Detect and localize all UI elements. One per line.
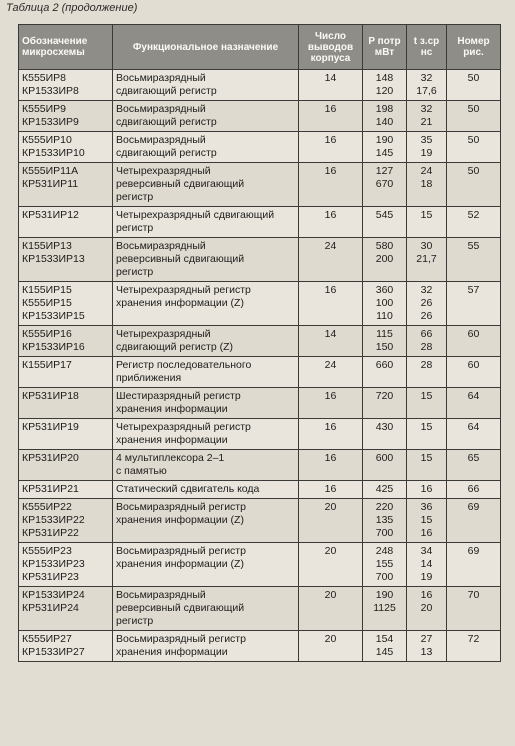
figure-number: 64 xyxy=(447,419,501,450)
chip-designation xyxy=(19,587,113,631)
chip-designation-line: КР1533ИР27 xyxy=(22,646,85,658)
delay-value xyxy=(407,419,447,450)
delay-value-line: 32 xyxy=(420,284,433,296)
table-row xyxy=(19,282,501,326)
power-value-line: 120 xyxy=(375,85,394,97)
power-value-line: 430 xyxy=(375,421,394,433)
figure-number: 60 xyxy=(447,326,501,357)
pin-count: 20 xyxy=(299,499,363,543)
chip-function-line: Восьмиразрядный xyxy=(116,589,206,601)
delay-value-line: 27 xyxy=(420,633,433,645)
delay-value-line: 16 xyxy=(420,527,433,539)
chip-designation xyxy=(19,419,113,450)
chip-function-line: реверсивный сдвигающий xyxy=(116,253,245,265)
chip-designation-line: КР531ИР24 xyxy=(22,602,79,614)
delay-value-line: 19 xyxy=(420,571,433,583)
pin-count: 16 xyxy=(299,101,363,132)
power-value xyxy=(363,101,407,132)
chip-function-line: хранения информации (Z) xyxy=(116,297,244,309)
delay-value xyxy=(407,481,447,499)
chip-function-line: хранения информации xyxy=(116,434,228,446)
chip-function-line: Статический сдвигатель кода xyxy=(116,483,260,495)
chip-designation xyxy=(19,326,113,357)
power-value xyxy=(363,132,407,163)
chip-function-line: Восьмиразрядный xyxy=(116,72,206,84)
power-value-line: 100 xyxy=(375,297,394,309)
figure-number: 64 xyxy=(447,388,501,419)
header-designation: Обозначение микросхемы xyxy=(19,25,113,70)
chip-function-line: хранения информации xyxy=(116,646,228,658)
chip-designation xyxy=(19,132,113,163)
power-value-line: 700 xyxy=(375,527,394,539)
chip-function xyxy=(113,357,299,388)
chip-designation-line: К155ИР13 xyxy=(22,240,72,252)
figure-number: 70 xyxy=(447,587,501,631)
chip-function-line: Восьмиразрядный регистр xyxy=(116,633,246,645)
header-delay: t з.ср нс xyxy=(407,25,447,70)
power-value-line: 154 xyxy=(375,633,394,645)
chip-designation-line: КР531ИР18 xyxy=(22,390,79,402)
chip-designation-line: КР1533ИР13 xyxy=(22,253,85,265)
chip-function-line: Четырехразрядный регистр xyxy=(116,284,251,296)
delay-value-line: 34 xyxy=(420,545,433,557)
table-row xyxy=(19,101,501,132)
power-value-line: 135 xyxy=(375,514,394,526)
delay-value-line: 15 xyxy=(420,452,433,464)
chip-function xyxy=(113,388,299,419)
chip-designation xyxy=(19,163,113,207)
delay-value xyxy=(407,357,447,388)
power-value xyxy=(363,388,407,419)
delay-value-line: 14 xyxy=(420,558,433,570)
power-value-line: 145 xyxy=(375,646,394,658)
chip-function-line: Восьмиразрядный xyxy=(116,240,206,252)
figure-number: 66 xyxy=(447,481,501,499)
power-value-line: 198 xyxy=(375,103,394,115)
delay-value-line: 13 xyxy=(420,646,433,658)
microchip-table xyxy=(18,24,501,662)
chip-designation-line: КР1533ИР8 xyxy=(22,85,79,97)
table-header-row xyxy=(19,25,501,70)
power-value-line: 580 xyxy=(375,240,394,252)
delay-value xyxy=(407,450,447,481)
figure-number: 69 xyxy=(447,499,501,543)
figure-number: 72 xyxy=(447,631,501,662)
delay-value xyxy=(407,499,447,543)
chip-designation-line: К555ИР23 xyxy=(22,545,72,557)
delay-value-line: 28 xyxy=(420,359,433,371)
table-row xyxy=(19,499,501,543)
chip-designation-line: КР531ИР20 xyxy=(22,452,79,464)
chip-function xyxy=(113,101,299,132)
figure-number: 60 xyxy=(447,357,501,388)
delay-value-line: 15 xyxy=(420,514,433,526)
delay-value-line: 30 xyxy=(420,240,433,252)
chip-designation-line: К155ИР15 xyxy=(22,284,72,296)
power-value-line: 148 xyxy=(375,72,394,84)
power-value-line: 670 xyxy=(375,178,394,190)
chip-function xyxy=(113,132,299,163)
chip-designation-line: КР1533ИР10 xyxy=(22,147,85,159)
pin-count: 16 xyxy=(299,282,363,326)
delay-value-line: 15 xyxy=(420,421,433,433)
power-value xyxy=(363,238,407,282)
chip-function-line: сдвигающий регистр xyxy=(116,116,217,128)
chip-function-line: Восьмиразрядный регистр xyxy=(116,545,246,557)
figure-number: 50 xyxy=(447,101,501,132)
power-value-line: 190 xyxy=(375,589,394,601)
table-row xyxy=(19,419,501,450)
pin-count: 16 xyxy=(299,163,363,207)
chip-function-line: реверсивный сдвигающий xyxy=(116,178,245,190)
chip-function-line: регистр xyxy=(116,615,154,627)
table-row xyxy=(19,357,501,388)
chip-function xyxy=(113,238,299,282)
table-row xyxy=(19,481,501,499)
power-value-line: 150 xyxy=(375,341,394,353)
delay-value-line: 21 xyxy=(420,116,433,128)
header-pins: Число выводов корпуса xyxy=(299,25,363,70)
delay-value xyxy=(407,587,447,631)
delay-value xyxy=(407,207,447,238)
power-value-line: 1125 xyxy=(373,602,396,614)
chip-designation xyxy=(19,101,113,132)
table-row xyxy=(19,450,501,481)
chip-designation xyxy=(19,207,113,238)
chip-function-line: сдвигающий регистр xyxy=(116,147,217,159)
delay-value xyxy=(407,388,447,419)
delay-value-line: 35 xyxy=(420,134,433,146)
chip-designation-line: КР531ИР12 xyxy=(22,209,79,221)
chip-designation-line: КР1533ИР15 xyxy=(22,310,85,322)
chip-designation xyxy=(19,357,113,388)
delay-value-line: 21,7 xyxy=(416,253,437,265)
power-value xyxy=(363,357,407,388)
chip-designation-line: К555ИР11А xyxy=(22,165,79,177)
chip-designation-line: К555ИР16 xyxy=(22,328,72,340)
delay-value xyxy=(407,101,447,132)
chip-function-line: хранения информации xyxy=(116,403,228,415)
chip-function-line: сдвигающий регистр xyxy=(116,85,217,97)
delay-value xyxy=(407,631,447,662)
chip-function-line: Шестиразрядный регистр xyxy=(116,390,241,402)
chip-designation-line: К555ИР22 xyxy=(22,501,72,513)
delay-value-line: 15 xyxy=(420,390,433,402)
delay-value-line: 16 xyxy=(420,589,433,601)
power-value-line: 127 xyxy=(375,165,394,177)
chip-designation xyxy=(19,70,113,101)
chip-function-line: регистр xyxy=(116,222,154,234)
pin-count: 24 xyxy=(299,238,363,282)
power-value xyxy=(363,207,407,238)
delay-value xyxy=(407,543,447,587)
power-value xyxy=(363,450,407,481)
delay-value xyxy=(407,326,447,357)
pin-count: 16 xyxy=(299,450,363,481)
table-caption: Таблица 2 (продолжение) xyxy=(6,2,138,14)
chip-function xyxy=(113,326,299,357)
chip-designation xyxy=(19,238,113,282)
power-value xyxy=(363,419,407,450)
chip-function xyxy=(113,587,299,631)
chip-designation-line: К155ИР17 xyxy=(22,359,72,371)
chip-function-line: Восьмиразрядный xyxy=(116,134,206,146)
table-row xyxy=(19,238,501,282)
pin-count: 14 xyxy=(299,326,363,357)
power-value xyxy=(363,326,407,357)
figure-number: 50 xyxy=(447,163,501,207)
table-row xyxy=(19,132,501,163)
chip-designation-line: К555ИР10 xyxy=(22,134,72,146)
header-figure: Номер рис. xyxy=(447,25,501,70)
chip-function xyxy=(113,450,299,481)
power-value-line: 190 xyxy=(375,134,394,146)
delay-value-line: 66 xyxy=(420,328,433,340)
table-row xyxy=(19,163,501,207)
chip-function-line: Четырехразрядный сдвигающий xyxy=(116,209,275,221)
pin-count: 20 xyxy=(299,631,363,662)
power-value-line: 600 xyxy=(375,452,394,464)
pin-count: 24 xyxy=(299,357,363,388)
power-value xyxy=(363,499,407,543)
chip-designation-line: КР1533ИР24 xyxy=(22,589,85,601)
chip-function xyxy=(113,419,299,450)
chip-designation-line: К555ИР27 xyxy=(22,633,72,645)
header-function: Функциональное назначение xyxy=(113,25,299,70)
figure-number: 50 xyxy=(447,132,501,163)
chip-function-line: Четырехразрядный xyxy=(116,328,211,340)
pin-count: 16 xyxy=(299,207,363,238)
chip-function-line: сдвигающий регистр (Z) xyxy=(116,341,234,353)
power-value-line: 110 xyxy=(376,310,393,322)
chip-designation-line: К555ИР9 xyxy=(22,103,67,115)
delay-value-line: 28 xyxy=(420,341,433,353)
delay-value xyxy=(407,282,447,326)
delay-value-line: 17,6 xyxy=(416,85,437,97)
chip-designation xyxy=(19,481,113,499)
chip-designation-line: КР531ИР22 xyxy=(22,527,79,539)
table-row xyxy=(19,543,501,587)
delay-value-line: 26 xyxy=(420,310,433,322)
chip-function-line: Регистр последовательного xyxy=(116,359,252,371)
chip-designation-line: К555ИР8 xyxy=(22,72,67,84)
chip-function xyxy=(113,631,299,662)
chip-designation-line: КР1533ИР22 xyxy=(22,514,85,526)
figure-number: 65 xyxy=(447,450,501,481)
figure-number: 55 xyxy=(447,238,501,282)
table-row xyxy=(19,207,501,238)
chip-function xyxy=(113,163,299,207)
power-value-line: 360 xyxy=(375,284,394,296)
delay-value-line: 15 xyxy=(420,209,433,221)
chip-function-line: приближения xyxy=(116,372,182,384)
chip-designation-line: КР1533ИР9 xyxy=(22,116,79,128)
power-value-line: 220 xyxy=(375,501,394,513)
table-row xyxy=(19,70,501,101)
table-row xyxy=(19,587,501,631)
figure-number: 52 xyxy=(447,207,501,238)
pin-count: 20 xyxy=(299,587,363,631)
chip-designation xyxy=(19,543,113,587)
chip-designation xyxy=(19,450,113,481)
chip-function xyxy=(113,543,299,587)
table-row xyxy=(19,388,501,419)
figure-number: 69 xyxy=(447,543,501,587)
power-value-line: 145 xyxy=(375,147,394,159)
delay-value xyxy=(407,70,447,101)
power-value-line: 155 xyxy=(375,558,394,570)
delay-value-line: 24 xyxy=(420,165,433,177)
delay-value-line: 16 xyxy=(420,483,433,495)
delay-value-line: 20 xyxy=(420,602,433,614)
power-value-line: 700 xyxy=(375,571,394,583)
chip-function xyxy=(113,499,299,543)
chip-function-line: Четырехразрядный регистр xyxy=(116,421,251,433)
chip-function-line: 4 мультиплексора 2–1 xyxy=(116,452,225,464)
chip-function-line: хранения информации (Z) xyxy=(116,514,244,526)
power-value-line: 140 xyxy=(375,116,394,128)
power-value xyxy=(363,631,407,662)
delay-value xyxy=(407,132,447,163)
pin-count: 16 xyxy=(299,419,363,450)
table-row xyxy=(19,631,501,662)
chip-function-line: Четырехразрядный xyxy=(116,165,211,177)
power-value-line: 660 xyxy=(375,359,394,371)
chip-designation-line: КР531ИР11 xyxy=(22,178,79,190)
chip-function-line: регистр xyxy=(116,266,154,278)
table-row xyxy=(19,326,501,357)
pin-count: 16 xyxy=(299,481,363,499)
delay-value-line: 26 xyxy=(420,297,433,309)
chip-designation xyxy=(19,388,113,419)
chip-designation-line: КР531ИР19 xyxy=(22,421,79,433)
pin-count: 16 xyxy=(299,132,363,163)
power-value-line: 425 xyxy=(375,483,394,495)
power-value xyxy=(363,587,407,631)
chip-function-line: хранения информации (Z) xyxy=(116,558,244,570)
power-value-line: 545 xyxy=(375,209,394,221)
chip-designation-line: КР1533ИР16 xyxy=(22,341,85,353)
chip-function-line: с памятью xyxy=(116,465,167,477)
chip-designation xyxy=(19,499,113,543)
chip-function-line: реверсивный сдвигающий xyxy=(116,602,245,614)
power-value-line: 720 xyxy=(375,390,394,402)
chip-designation-line: КР531ИР21 xyxy=(22,483,79,495)
chip-designation xyxy=(19,631,113,662)
power-value-line: 115 xyxy=(376,328,393,340)
figure-number: 50 xyxy=(447,70,501,101)
chip-designation xyxy=(19,282,113,326)
chip-function xyxy=(113,70,299,101)
power-value xyxy=(363,163,407,207)
chip-function xyxy=(113,282,299,326)
delay-value-line: 19 xyxy=(420,147,433,159)
chip-function xyxy=(113,207,299,238)
chip-function xyxy=(113,481,299,499)
delay-value-line: 36 xyxy=(420,501,433,513)
delay-value-line: 18 xyxy=(420,178,433,190)
power-value-line: 200 xyxy=(375,253,394,265)
power-value xyxy=(363,282,407,326)
chip-designation-line: КР1533ИР23 xyxy=(22,558,85,570)
delay-value-line: 32 xyxy=(420,103,433,115)
pin-count: 20 xyxy=(299,543,363,587)
chip-designation-line: К555ИР15 xyxy=(22,297,72,309)
chip-function-line: Восьмиразрядный регистр xyxy=(116,501,246,513)
pin-count: 16 xyxy=(299,388,363,419)
delay-value xyxy=(407,238,447,282)
chip-designation-line: КР531ИР23 xyxy=(22,571,79,583)
chip-function-line: Восьмиразрядный xyxy=(116,103,206,115)
power-value xyxy=(363,70,407,101)
power-value xyxy=(363,481,407,499)
power-value xyxy=(363,543,407,587)
delay-value xyxy=(407,163,447,207)
header-power: P потр мВт xyxy=(363,25,407,70)
figure-number: 57 xyxy=(447,282,501,326)
delay-value-line: 32 xyxy=(420,72,433,84)
chip-function-line: регистр xyxy=(116,191,154,203)
power-value-line: 248 xyxy=(375,545,394,557)
pin-count: 14 xyxy=(299,70,363,101)
